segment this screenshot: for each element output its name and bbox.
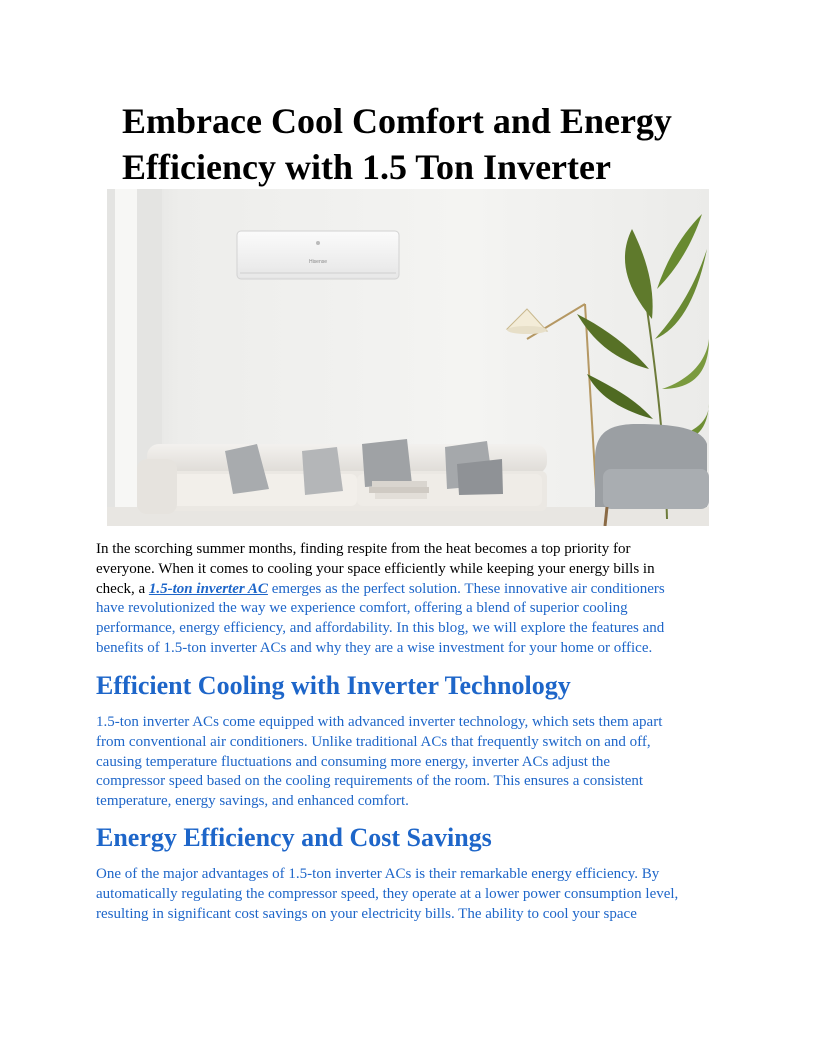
intro-paragraph — [96, 540, 726, 659]
section1-line-4: compressor speed based on the cooling requirements of the room. This ensures a consistent — [96, 773, 644, 790]
hero-image — [107, 189, 709, 526]
energy-efficiency-paragraph — [96, 865, 726, 924]
inverter-ac-link[interactable]: 1.5-ton inverter AC — [148, 580, 268, 597]
sofa-illustration — [137, 439, 547, 514]
intro-line-3-pre: check, a — [96, 580, 149, 597]
section-heading-inverter-technology: Efficient Cooling with Inverter Technology — [96, 671, 571, 700]
section2-line-3: resulting in significant cost savings on your electricity bills. The ability to cool your space — [96, 905, 637, 922]
ac-unit-illustration — [237, 231, 399, 279]
intro-line-3 — [96, 580, 726, 600]
intro-line-6: benefits of 1.5-ton inverter ACs and why they are a wise investment for your home or office. — [96, 639, 653, 656]
section1-line-2: from conventional air conditioners. Unlike traditional ACs that frequently switch on and off, — [96, 733, 651, 750]
section1-line-3: causing temperature fluctuations and consuming more energy, inverter ACs adjust the — [96, 753, 611, 770]
section1-line-1: 1.5-ton inverter ACs come equipped with advanced inverter technology, which sets them apart — [96, 714, 663, 730]
intro-line-1: In the scorching summer months, finding respite from the heat becomes a top priority for — [96, 541, 631, 557]
inverter-technology-paragraph — [96, 713, 726, 812]
section2-line-1: One of the major advantages of 1.5-ton inverter ACs is their remarkable energy efficiency. By — [96, 866, 660, 882]
title-line-1: Embrace Cool Comfort and Energy — [122, 101, 672, 141]
page-title — [122, 98, 722, 190]
intro-line-2: everyone. When it comes to cooling your space efficiently while keeping your energy bills in — [96, 560, 655, 577]
section-heading-energy-efficiency: Energy Efficiency and Cost Savings — [96, 823, 492, 852]
intro-line-4: have revolutionized the way we experience comfort, offering a blend of superior cooling — [96, 600, 628, 617]
intro-line-3-post: emerges as the perfect solution. These innovative air conditioners — [267, 580, 665, 597]
ac-brand-text: Hisense — [308, 259, 328, 265]
intro-line-5: performance, energy efficiency, and affordability. In this blog, we will explore the features and — [96, 620, 665, 637]
section1-line-5: temperature, energy savings, and enhanced comfort. — [96, 793, 409, 810]
section2-line-2: automatically regulating the compressor speed, they operate at a lower power consumption level, — [96, 885, 679, 902]
title-line-2: Efficiency with 1.5 Ton Inverter — [122, 147, 611, 187]
